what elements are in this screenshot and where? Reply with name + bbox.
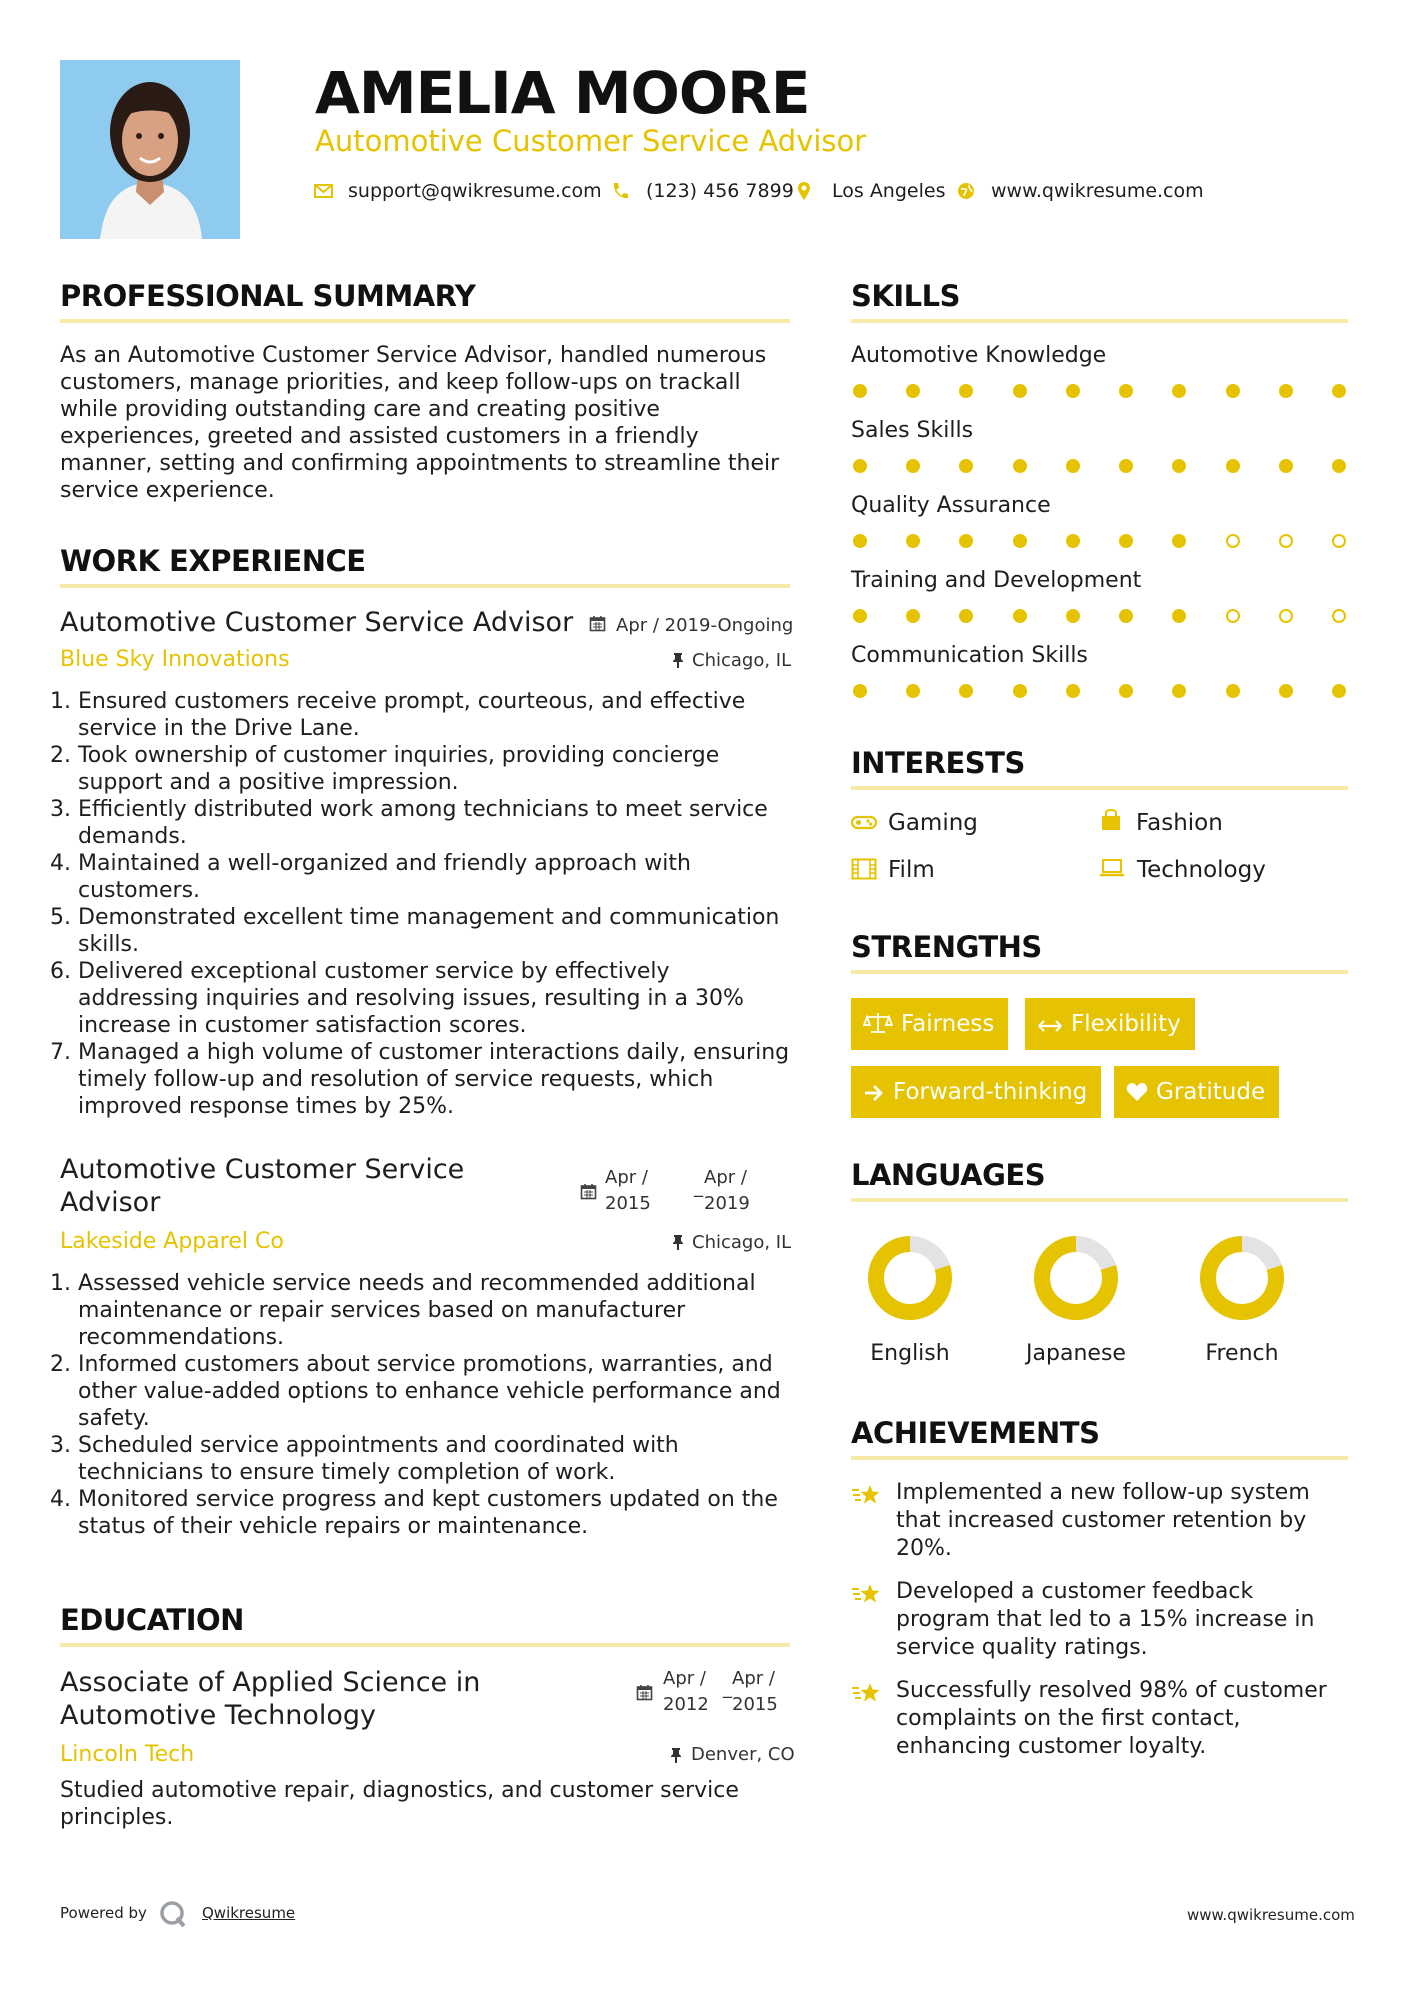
skill-dot-filled bbox=[1119, 684, 1133, 698]
list-item: 2. Informed customers about service promotions, warranties, and other value-added options to enhance vehicle performance and safety. bbox=[78, 1351, 800, 1432]
experience-heading: WORK EXPERIENCE bbox=[60, 544, 366, 578]
job-bullets bbox=[60, 688, 795, 1120]
list-item: 4. Maintained a well-organized and friendly approach with customers. bbox=[78, 850, 795, 904]
strength-label: Fairness bbox=[901, 1011, 995, 1037]
skill-dot-filled bbox=[906, 684, 920, 698]
strength-tag bbox=[1025, 998, 1195, 1050]
education-heading: EDUCATION bbox=[60, 1603, 244, 1637]
language-name: Japanese bbox=[1026, 1341, 1126, 1366]
heart-icon bbox=[1126, 1082, 1148, 1102]
skill-name: Communication Skills bbox=[851, 643, 1088, 668]
skill-dot-filled bbox=[906, 609, 920, 623]
pin-icon bbox=[671, 652, 685, 673]
list-item: 4. Monitored service progress and kept customers updated on the status of their vehicle repairs or maintenance. bbox=[78, 1486, 800, 1540]
edu-location: Denver, CO bbox=[691, 1744, 795, 1765]
skill-dot-filled bbox=[1119, 384, 1133, 398]
shopping-bag-icon bbox=[1099, 808, 1123, 836]
languages-divider bbox=[851, 1198, 1348, 1202]
shooting-star-icon bbox=[851, 1482, 883, 1512]
list-item: 1. Assessed vehicle service needs and recommended additional maintenance or repair services based on manufacturer recommendations. bbox=[78, 1270, 800, 1351]
job-date-end-year: 2019 bbox=[704, 1193, 750, 1214]
job-date: Apr / 2019-Ongoing bbox=[616, 615, 794, 636]
skill-name: Quality Assurance bbox=[851, 493, 1051, 518]
skill-dot-filled bbox=[853, 459, 867, 473]
list-item: 5. Demonstrated excellent time management and communication skills. bbox=[78, 904, 795, 958]
language-ring bbox=[867, 1235, 953, 1321]
skill-dot-filled bbox=[1332, 384, 1346, 398]
summary-heading: PROFESSIONAL SUMMARY bbox=[60, 279, 476, 313]
skill-dot-filled bbox=[1013, 459, 1027, 473]
strength-label: Forward-thinking bbox=[893, 1079, 1088, 1105]
strength-tag bbox=[851, 998, 1008, 1050]
profile-photo bbox=[60, 60, 240, 239]
skill-dot-filled bbox=[906, 384, 920, 398]
candidate-name: AMELIA MOORE bbox=[315, 59, 810, 127]
shooting-star-icon bbox=[851, 1581, 883, 1611]
job-bullets bbox=[60, 1270, 800, 1540]
strength-tag bbox=[1114, 1066, 1279, 1118]
interest-item: Film bbox=[888, 857, 935, 883]
skill-dot-empty bbox=[1226, 534, 1240, 548]
skill-dot-filled bbox=[1013, 534, 1027, 548]
job-date-start: Apr / bbox=[605, 1167, 648, 1188]
achievement-item: Successfully resolved 98% of customer complaints on the first contact, enhancing customer loyalty. bbox=[896, 1678, 1327, 1759]
powered-by-label: Powered by bbox=[60, 1904, 147, 1922]
laptop-icon bbox=[1099, 858, 1125, 882]
skill-rating bbox=[853, 534, 1346, 548]
skill-dot-filled bbox=[1066, 384, 1080, 398]
arrows-horizontal-icon bbox=[1037, 1018, 1063, 1034]
edu-date-start-year: 2012 bbox=[663, 1694, 709, 1715]
achievement-item: Implemented a new follow-up system that increased customer retention by 20%. bbox=[896, 1480, 1310, 1561]
website-text[interactable]: www.qwikresume.com bbox=[991, 180, 1204, 202]
skill-dot-filled bbox=[1119, 459, 1133, 473]
skill-name: Sales Skills bbox=[851, 418, 974, 443]
skill-dot-filled bbox=[853, 384, 867, 398]
skill-dot-filled bbox=[959, 384, 973, 398]
skill-dot-filled bbox=[959, 534, 973, 548]
location-pin-icon bbox=[793, 180, 815, 202]
phone-text[interactable]: (123) 456 7899 bbox=[646, 180, 794, 202]
skill-dot-filled bbox=[1226, 384, 1240, 398]
globe-icon bbox=[955, 180, 977, 202]
list-item: 1. Ensured customers receive prompt, courteous, and effective service in the Drive Lane. bbox=[78, 688, 795, 742]
job-title: Automotive Customer Service bbox=[60, 1154, 465, 1185]
skill-dot-filled bbox=[853, 534, 867, 548]
skill-dot-filled bbox=[1226, 459, 1240, 473]
strengths-divider bbox=[851, 970, 1348, 974]
interest-item: Fashion bbox=[1136, 810, 1223, 836]
education-divider bbox=[60, 1643, 790, 1647]
job-date-end: Apr / bbox=[704, 1167, 747, 1188]
skill-dot-filled bbox=[1279, 459, 1293, 473]
skill-dot-filled bbox=[1013, 609, 1027, 623]
skill-dot-filled bbox=[1332, 684, 1346, 698]
job-title: Advisor bbox=[60, 1187, 161, 1218]
achievement-item: Developed a customer feedback program that led to a 15% increase in service quality ratings. bbox=[896, 1579, 1315, 1660]
email-text[interactable]: support@qwikresume.com bbox=[348, 180, 602, 202]
calendar-icon bbox=[636, 1684, 653, 1705]
summary-divider bbox=[60, 319, 790, 323]
language-name: French bbox=[1205, 1341, 1279, 1366]
edu-description: Studied automotive repair, diagnostics, and customer service principles. bbox=[60, 1778, 739, 1830]
skill-dot-empty bbox=[1332, 609, 1346, 623]
degree-title: Automotive Technology bbox=[60, 1700, 377, 1731]
languages-heading: LANGUAGES bbox=[851, 1158, 1046, 1192]
skill-dot-filled bbox=[1013, 384, 1027, 398]
skill-dot-filled bbox=[959, 459, 973, 473]
footer-website[interactable]: www.qwikresume.com bbox=[1187, 1906, 1355, 1924]
skill-dot-filled bbox=[1066, 684, 1080, 698]
phone-icon bbox=[609, 180, 631, 202]
skill-dot-empty bbox=[1226, 609, 1240, 623]
email-icon bbox=[313, 180, 335, 202]
skill-dot-filled bbox=[1279, 384, 1293, 398]
candidate-title: Automotive Customer Service Advisor bbox=[315, 124, 867, 158]
skill-dot-filled bbox=[1066, 534, 1080, 548]
summary-text: As an Automotive Customer Service Advisor, handled numerous customers, manage priorities, and keep follow-ups on trackall while providing outstanding care and creating positive experiences, greeted and assisted customers in a friendly manner, setting and confirming appointments to streamline their service experience. bbox=[60, 343, 780, 503]
list-item: 3. Efficiently distributed work among technicians to meet service demands. bbox=[78, 796, 795, 850]
achievements-divider bbox=[851, 1456, 1348, 1460]
film-icon bbox=[851, 858, 877, 884]
job-location: Chicago, IL bbox=[692, 650, 792, 671]
job-title: Automotive Customer Service Advisor bbox=[60, 607, 574, 638]
calendar-icon bbox=[589, 615, 606, 636]
skill-dot-filled bbox=[1172, 684, 1186, 698]
arrow-right-icon bbox=[863, 1084, 885, 1102]
edu-date-end-year: 2015 bbox=[732, 1694, 778, 1715]
skill-dot-filled bbox=[853, 684, 867, 698]
skill-dot-empty bbox=[1332, 534, 1346, 548]
language-name: English bbox=[870, 1341, 950, 1366]
skill-dot-filled bbox=[1226, 684, 1240, 698]
language-ring bbox=[1033, 1235, 1119, 1321]
skill-name: Automotive Knowledge bbox=[851, 343, 1107, 368]
date-separator: _ bbox=[694, 1177, 703, 1198]
pin-icon bbox=[669, 1747, 683, 1768]
skills-divider bbox=[851, 319, 1348, 323]
skill-dot-empty bbox=[1279, 609, 1293, 623]
interest-item: Gaming bbox=[888, 810, 978, 836]
skills-heading: SKILLS bbox=[851, 279, 960, 313]
qwikresume-link[interactable]: Qwikresume bbox=[202, 1904, 296, 1922]
interests-heading: INTERESTS bbox=[851, 746, 1025, 780]
skill-dot-filled bbox=[1066, 609, 1080, 623]
pin-icon bbox=[671, 1234, 685, 1255]
language-ring bbox=[1199, 1235, 1285, 1321]
scale-icon bbox=[863, 1012, 893, 1034]
edu-date-end: Apr / bbox=[732, 1668, 775, 1689]
interest-item: Technology bbox=[1137, 857, 1266, 883]
list-item: 6. Delivered exceptional customer service by effectively addressing inquiries and resolving issues, resulting in a 30% increase in customer satisfaction scores. bbox=[78, 958, 795, 1039]
school-name: Lincoln Tech bbox=[60, 1742, 195, 1767]
edu-date-start: Apr / bbox=[663, 1668, 706, 1689]
qwikresume-logo-icon bbox=[158, 1899, 188, 1933]
skill-dot-filled bbox=[1172, 459, 1186, 473]
skill-dot-empty bbox=[1279, 534, 1293, 548]
company-name: Blue Sky Innovations bbox=[60, 647, 290, 672]
location-text: Los Angeles bbox=[832, 180, 946, 202]
skill-dot-filled bbox=[1172, 534, 1186, 548]
date-separator: _ bbox=[723, 1678, 732, 1699]
skill-dot-filled bbox=[959, 609, 973, 623]
interests-divider bbox=[851, 786, 1348, 790]
skill-rating bbox=[853, 384, 1346, 398]
skill-rating bbox=[853, 609, 1346, 623]
company-name: Lakeside Apparel Co bbox=[60, 1229, 284, 1254]
skill-dot-filled bbox=[1172, 384, 1186, 398]
skill-dot-filled bbox=[853, 609, 867, 623]
strength-label: Gratitude bbox=[1156, 1079, 1266, 1105]
list-item: 2. Took ownership of customer inquiries, providing concierge support and a positive impression. bbox=[78, 742, 795, 796]
skill-dot-filled bbox=[1279, 684, 1293, 698]
degree-title: Associate of Applied Science in bbox=[60, 1667, 481, 1698]
skill-dot-filled bbox=[906, 534, 920, 548]
skill-dot-filled bbox=[1066, 459, 1080, 473]
job-date-start-year: 2015 bbox=[605, 1193, 651, 1214]
skill-dot-filled bbox=[1013, 684, 1027, 698]
experience-divider bbox=[60, 584, 790, 588]
skill-dot-filled bbox=[1332, 459, 1346, 473]
strength-tag bbox=[851, 1066, 1101, 1118]
skill-dot-filled bbox=[959, 684, 973, 698]
skill-dot-filled bbox=[1172, 609, 1186, 623]
strength-label: Flexibility bbox=[1071, 1011, 1181, 1037]
skill-rating bbox=[853, 459, 1346, 473]
achievements-heading: ACHIEVEMENTS bbox=[851, 1416, 1100, 1450]
gamepad-icon bbox=[851, 812, 877, 836]
list-item: 3. Scheduled service appointments and coordinated with technicians to ensure timely completion of work. bbox=[78, 1432, 800, 1486]
skill-dot-filled bbox=[906, 459, 920, 473]
strengths-heading: STRENGTHS bbox=[851, 930, 1042, 964]
skill-rating bbox=[853, 684, 1346, 698]
job-location: Chicago, IL bbox=[692, 1232, 792, 1253]
shooting-star-icon bbox=[851, 1680, 883, 1710]
skill-name: Training and Development bbox=[851, 568, 1142, 593]
list-item: 7. Managed a high volume of customer interactions daily, ensuring timely follow-up and resolution of service requests, which improved response times by 25%. bbox=[78, 1039, 795, 1120]
calendar-icon bbox=[580, 1183, 597, 1204]
skill-dot-filled bbox=[1119, 534, 1133, 548]
skill-dot-filled bbox=[1119, 609, 1133, 623]
